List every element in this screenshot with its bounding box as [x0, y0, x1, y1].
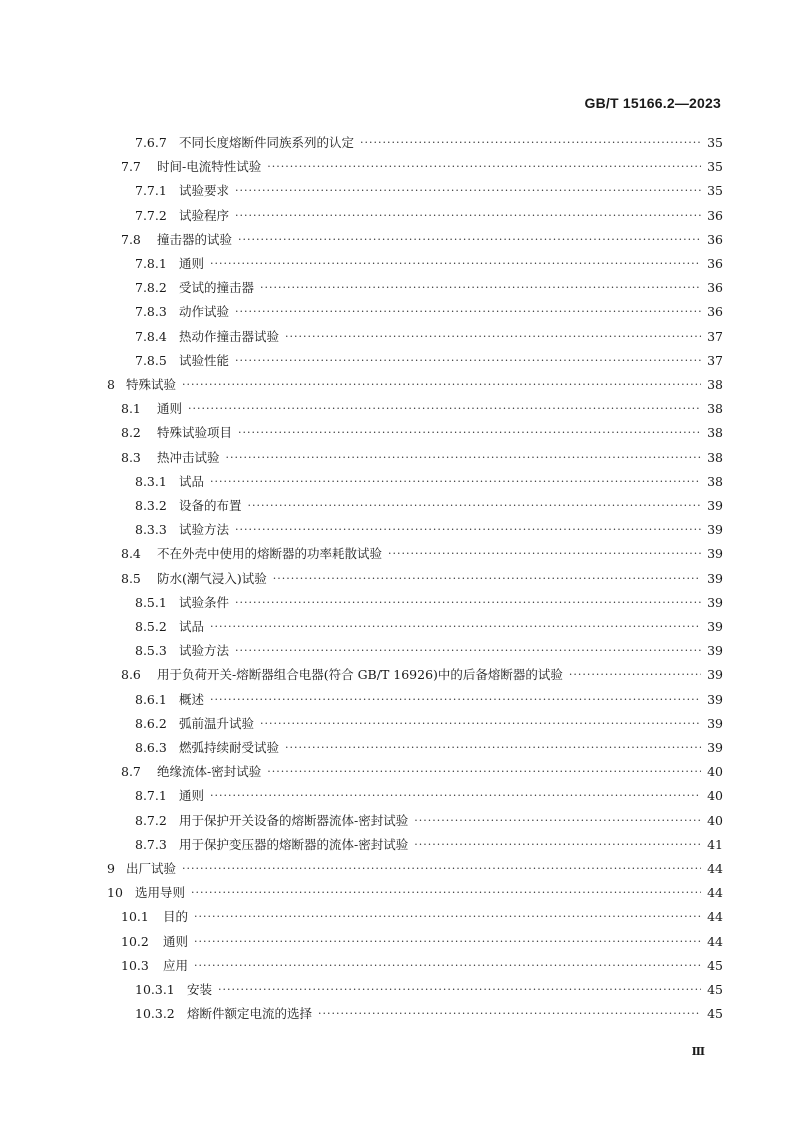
toc-leader-dots	[267, 764, 701, 780]
toc-entry-number: 8.6.1	[135, 691, 167, 707]
toc-entry-page: 35	[707, 135, 723, 150]
toc-entry[interactable]	[0, 833, 793, 853]
toc-leader-dots	[194, 958, 701, 974]
toc-entry-title: 试验性能	[179, 352, 230, 368]
toc-entry[interactable]	[0, 760, 793, 780]
toc-leader-dots	[414, 813, 701, 829]
toc-leader-dots	[569, 667, 701, 683]
toc-entry-number: 10.3.1	[135, 982, 175, 997]
toc-entry-page: 39	[707, 570, 723, 586]
toc-entry[interactable]	[0, 325, 793, 345]
toc-entry[interactable]	[0, 470, 793, 490]
toc-entry-title: 绝缘流体-密封试验	[157, 764, 262, 780]
toc-leader-dots	[235, 595, 701, 611]
document-id-header: GB/T 15166.2—2023	[584, 95, 721, 111]
toc-entry-number: 8.3.1	[135, 473, 167, 489]
toc-entry[interactable]	[0, 954, 793, 974]
toc-entry-number: 8.6.2	[135, 715, 167, 731]
toc-entry[interactable]	[0, 494, 793, 514]
toc-entry-title: 热冲击试验	[157, 449, 220, 465]
toc-entry[interactable]	[0, 881, 793, 901]
toc-entry-number: 9	[107, 861, 115, 876]
toc-entry-title: 试验方法	[179, 643, 230, 659]
toc-entry-number: 10.3	[121, 957, 149, 973]
toc-entry[interactable]	[0, 784, 793, 804]
toc-leader-dots	[188, 401, 701, 417]
toc-entry-number: 7.8.1	[135, 256, 167, 271]
toc-entry-page: 38	[707, 377, 723, 392]
toc-entry[interactable]	[0, 276, 793, 296]
toc-entry-page: 39	[707, 740, 723, 755]
toc-entry-title: 试验方法	[179, 522, 230, 538]
toc-leader-dots	[273, 571, 701, 587]
toc-entry-title: 设备的布置	[179, 498, 242, 513]
toc-entry[interactable]	[0, 639, 793, 659]
toc-entry-page: 37	[707, 352, 723, 368]
toc-leader-dots	[210, 256, 701, 272]
toc-entry-page: 38	[707, 449, 723, 465]
page-number-footer: Ⅲ	[691, 1045, 705, 1058]
toc-entry-page: 38	[707, 473, 723, 489]
toc-entry-title: 试品	[179, 473, 205, 489]
toc-entry-page: 40	[707, 788, 723, 804]
toc-entry-page: 39	[707, 619, 723, 634]
toc-leader-dots	[235, 183, 701, 199]
toc-entry-number: 8	[107, 377, 115, 392]
toc-entry[interactable]	[0, 1002, 793, 1022]
toc-leader-dots	[194, 934, 701, 950]
toc-leader-dots	[182, 377, 701, 393]
toc-entry-page: 41	[707, 836, 723, 852]
toc-leader-dots	[210, 692, 701, 708]
toc-entry[interactable]	[0, 518, 793, 538]
toc-entry-title: 用于保护开关设备的熔断器流体-密封试验	[179, 812, 409, 828]
toc-entry[interactable]	[0, 300, 793, 320]
toc-entry-number: 10	[107, 885, 123, 901]
toc-entry[interactable]	[0, 930, 793, 950]
toc-entry[interactable]	[0, 736, 793, 756]
toc-entry-title: 安装	[187, 982, 213, 997]
toc-entry-title: 弧前温升试验	[179, 715, 255, 731]
toc-entry-title: 概述	[179, 691, 205, 707]
toc-entry-page: 39	[707, 546, 723, 562]
toc-leader-dots	[260, 280, 701, 296]
toc-leader-dots	[235, 643, 701, 659]
toc-entry-title: 试品	[179, 619, 205, 634]
toc-entry[interactable]	[0, 421, 793, 441]
toc-entry-title: 动作试验	[179, 304, 230, 320]
toc-entry[interactable]	[0, 204, 793, 224]
toc-entry-page: 39	[707, 643, 723, 659]
toc-entry-page: 35	[707, 183, 723, 199]
toc-entry-title: 熔断件额定电流的选择	[187, 1006, 313, 1022]
toc-entry-page: 44	[707, 861, 723, 876]
toc-entry-number: 10.2	[121, 933, 149, 949]
toc-entry-page: 36	[707, 280, 723, 296]
toc-entry-page: 38	[707, 425, 723, 441]
toc-entry-number: 7.7.2	[135, 207, 167, 223]
toc-entry-title: 燃弧持续耐受试验	[179, 740, 280, 755]
toc-entry-number: 7.8.2	[135, 280, 167, 296]
toc-entry[interactable]	[0, 978, 793, 998]
toc-entry-page: 45	[707, 957, 723, 973]
toc-entry[interactable]	[0, 809, 793, 829]
toc-entry-number: 8.7.3	[135, 836, 167, 852]
toc-entry-page: 44	[707, 885, 723, 901]
toc-entry-number: 8.6.3	[135, 740, 167, 755]
toc-entry-number: 10.1	[121, 909, 149, 925]
toc-entry-number: 7.7	[121, 159, 141, 175]
toc-entry-page: 40	[707, 812, 723, 828]
toc-entry-number: 7.8.5	[135, 352, 167, 368]
toc-entry-page: 37	[707, 328, 723, 344]
toc-entry-number: 7.8.4	[135, 328, 167, 344]
toc-entry-title: 不同长度熔断件同族系列的认定	[179, 135, 355, 150]
toc-leader-dots	[235, 353, 701, 369]
toc-leader-dots	[210, 788, 701, 804]
toc-entry-number: 8.5.1	[135, 594, 167, 610]
toc-entry-title: 通则	[163, 933, 189, 949]
toc-entry[interactable]	[0, 857, 793, 877]
toc-leader-dots	[318, 1006, 701, 1022]
toc-entry-title: 试验程序	[179, 207, 230, 223]
toc-entry-number: 8.5.2	[135, 619, 167, 634]
toc-entry-title: 时间-电流特性试验	[157, 159, 262, 175]
toc-entry-page: 35	[707, 159, 723, 175]
toc-entry-title: 通则	[179, 788, 205, 804]
toc-entry[interactable]	[0, 179, 793, 199]
toc-entry-page: 39	[707, 691, 723, 707]
toc-entry-title: 目的	[163, 909, 189, 925]
toc-entry[interactable]	[0, 615, 793, 635]
toc-entry-number: 8.6	[121, 667, 141, 683]
toc-entry-number: 8.3	[121, 449, 141, 465]
toc-entry-number: 10.3.2	[135, 1006, 175, 1022]
toc-entry[interactable]	[0, 663, 793, 683]
toc-entry-page: 44	[707, 909, 723, 925]
toc-entry-title: 特殊试验	[126, 377, 177, 392]
toc-entry-number: 8.5	[121, 570, 141, 586]
toc-entry-number: 8.5.3	[135, 643, 167, 659]
toc-entry-number: 8.7	[121, 764, 141, 780]
toc-entry-title: 试验要求	[179, 183, 230, 199]
toc-entry[interactable]	[0, 252, 793, 272]
toc-entry[interactable]	[0, 131, 793, 151]
toc-entry-title: 出厂试验	[126, 861, 177, 876]
toc-leader-dots	[360, 135, 701, 151]
toc-entry[interactable]	[0, 567, 793, 587]
toc-entry-page: 36	[707, 231, 723, 247]
toc-leader-dots	[218, 982, 701, 998]
toc-entry-page: 45	[707, 1006, 723, 1022]
toc-leader-dots	[285, 740, 701, 756]
toc-entry-title: 通则	[179, 256, 205, 271]
toc-entry-title: 受试的撞击器	[179, 280, 255, 296]
toc-leader-dots	[267, 159, 701, 175]
toc-entry[interactable]	[0, 712, 793, 732]
toc-entry-title: 选用导则	[135, 885, 186, 901]
toc-leader-dots	[414, 837, 701, 853]
toc-entry-page: 45	[707, 982, 723, 997]
toc-leader-dots	[191, 885, 701, 901]
toc-entry-page: 39	[707, 715, 723, 731]
toc-entry-number: 7.6.7	[135, 135, 167, 150]
toc-entry-title: 不在外壳中使用的熔断器的功率耗散试验	[157, 546, 383, 562]
toc-leader-dots	[194, 909, 701, 925]
toc-entry-number: 7.8.3	[135, 304, 167, 320]
toc-leader-dots	[260, 716, 701, 732]
toc-entry-number: 7.8	[121, 231, 141, 247]
toc-entry-page: 39	[707, 498, 723, 513]
toc-entry-title: 试验条件	[179, 594, 230, 610]
toc-leader-dots	[388, 546, 701, 562]
toc-leader-dots	[210, 474, 701, 490]
toc-entry-title: 撞击器的试验	[157, 231, 233, 247]
toc-entry-number: 8.7.2	[135, 812, 167, 828]
toc-entry-title: 应用	[163, 957, 189, 973]
toc-entry-page: 36	[707, 207, 723, 223]
toc-leader-dots	[210, 619, 701, 635]
toc-entry-number: 8.4	[121, 546, 141, 562]
toc-entry-number: 7.7.1	[135, 183, 167, 199]
toc-entry-page: 38	[707, 401, 723, 417]
toc-entry-title: 通则	[157, 401, 183, 417]
toc-entry[interactable]	[0, 446, 793, 466]
toc-entry[interactable]	[0, 155, 793, 175]
toc-entry-title: 热动作撞击器试验	[179, 328, 280, 344]
toc-entry[interactable]	[0, 397, 793, 417]
toc-entry-page: 39	[707, 594, 723, 610]
toc-entry-title: 用于保护变压器的熔断器的流体-密封试验	[179, 836, 409, 852]
toc-leader-dots	[182, 861, 701, 877]
toc-leader-dots	[238, 425, 701, 441]
toc-leader-dots	[235, 304, 701, 320]
toc-leader-dots	[226, 450, 701, 466]
toc-leader-dots	[235, 208, 701, 224]
toc-leader-dots	[238, 232, 701, 248]
toc-entry[interactable]	[0, 591, 793, 611]
toc-entry-page: 36	[707, 304, 723, 320]
toc-leader-dots	[285, 329, 701, 345]
toc-entry[interactable]	[0, 905, 793, 925]
toc-entry-page: 40	[707, 764, 723, 780]
toc-entry-title: 用于负荷开关-熔断器组合电器(符合 GB/T 16926)中的后备熔断器的试验	[157, 667, 563, 683]
toc-leader-dots	[235, 522, 701, 538]
toc-entry-number: 8.7.1	[135, 788, 167, 804]
toc-entry-number: 8.2	[121, 425, 141, 441]
toc-entry[interactable]	[0, 228, 793, 248]
toc-entry-page: 44	[707, 933, 723, 949]
toc-entry[interactable]	[0, 373, 793, 393]
toc-entry-page: 39	[707, 667, 723, 683]
toc-entry[interactable]	[0, 542, 793, 562]
toc-entry-title: 特殊试验项目	[157, 425, 233, 441]
toc-leader-dots	[248, 498, 701, 514]
toc-entry-number: 8.1	[121, 401, 141, 417]
toc-entry[interactable]	[0, 349, 793, 369]
toc-entry-number: 8.3.3	[135, 522, 167, 538]
toc-entry-number: 8.3.2	[135, 498, 167, 513]
toc-entry[interactable]	[0, 688, 793, 708]
toc-entry-title: 防水(潮气浸入)试验	[157, 570, 267, 586]
toc-entry-page: 36	[707, 256, 723, 271]
toc-entry-page: 39	[707, 522, 723, 538]
